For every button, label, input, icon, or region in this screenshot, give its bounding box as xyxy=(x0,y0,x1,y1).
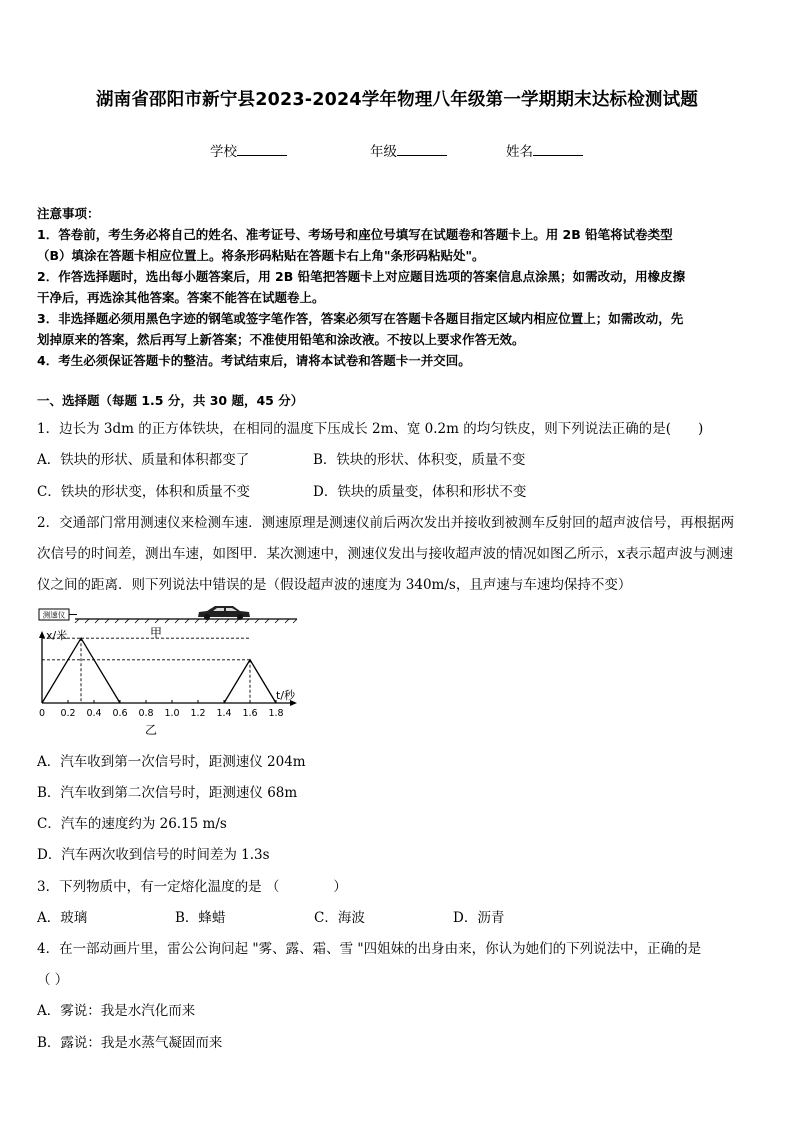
x-axis-label: t/秒 xyxy=(276,689,296,702)
x-tick-label: 0 xyxy=(38,708,46,719)
notice-line: 4．考生必须保证答题卡的整洁。考试结束后，请将本试卷和答题卡一并交回。 xyxy=(37,353,471,368)
q1-stem: 1．边长为 3dm 的正方体铁块，在相同的温度下压成长 2m、宽 0.2m 的均匀铁皮，则下列说法正确的是( ) xyxy=(37,421,704,437)
notice-line: 划掉原来的答案，然后再写上新答案；不准使用铅笔和涂改液。不按以上要求作答无效。 xyxy=(37,332,525,347)
x-tick-label: 1.2 xyxy=(190,708,206,719)
x-tick-label: 1.8 xyxy=(268,708,284,719)
q1-option-a[interactable]: A．铁块的形状、质量和体积都变了 xyxy=(37,452,250,468)
section-heading: 一、选择题（每题 1.5 分，共 30 题，45 分） xyxy=(37,393,304,408)
notice-line: 3．非选择题必须用黑色字迹的钢笔或签字笔作答，答案必须写在答题卡各题目指定区域内相应位置上；如需改动，先 xyxy=(37,311,684,326)
page-title: 湖南省邵阳市新宁县2023-2024学年物理八年级第一学期期末达标检测试题 xyxy=(95,90,699,110)
figure-label-yi: 乙 xyxy=(145,723,158,737)
q2-option-a[interactable]: A．汽车收到第一次信号时，距测速仪 204m xyxy=(37,754,306,770)
notice-line: 干净后，再选涂其他答案。答案不能答在试题卷上。 xyxy=(37,290,325,305)
notice-line: 2．作答选择题时，选出每小题答案后，用 2B 铅笔把答题卡上对应题目选项的答案信息点涂黑；如需改动，用橡皮擦 xyxy=(37,269,686,284)
q3-option-d[interactable]: D．沥青 xyxy=(453,910,505,926)
name-blank[interactable] xyxy=(533,143,583,156)
school-label: 学校 xyxy=(210,144,237,160)
notice-heading: 注意事项： xyxy=(37,206,100,221)
x-tick-label: 1.4 xyxy=(216,708,232,719)
q3-stem: 3．下列物质中，有一定熔化温度的是 （ ） xyxy=(37,879,347,895)
q1-option-c[interactable]: C．铁块的形状变，体积和质量不变 xyxy=(37,484,250,500)
q4-paren: （ ） xyxy=(37,972,69,988)
figure-label-jia: 甲 xyxy=(150,626,163,640)
grade-label: 年级 xyxy=(370,144,397,160)
q2-stem-line: 次信号的时间差，测出车速，如图甲．某次测速中，测速仪发出与接收超声波的情况如图乙所示，x表示超声波与测速 xyxy=(37,546,734,562)
x-tick-label: 0.4 xyxy=(86,708,102,719)
q3-option-a[interactable]: A．玻璃 xyxy=(37,910,88,926)
q4-option-b[interactable]: B．露说：我是水蒸气凝固而来 xyxy=(37,1035,223,1051)
q4-stem: 4．在一部动画片里，雷公公询问起 "雾、露、霜、雪 "四姐妹的出身由来，你认为她们的下列说法中，正确的是 xyxy=(37,941,702,957)
name-field[interactable] xyxy=(506,140,583,160)
x-tick-label: 0.2 xyxy=(60,708,76,719)
q3-option-b[interactable]: B．蜂蜡 xyxy=(175,910,226,926)
q2-option-d[interactable]: D．汽车两次收到信号的时间差为 1.3s xyxy=(37,847,270,863)
notice-line: （B）填涂在答题卡相应位置上。将条形码粘贴在答题卡右上角"条形码粘贴处"。 xyxy=(37,248,485,263)
q1-option-b[interactable]: B．铁块的形状、体积变，质量不变 xyxy=(313,452,526,468)
q4-option-a[interactable]: A．雾说：我是水汽化而来 xyxy=(37,1003,196,1019)
q2-option-c[interactable]: C．汽车的速度约为 26.15 m/s xyxy=(37,816,227,832)
x-tick-label: 0.8 xyxy=(138,708,154,719)
notice-line: 1．答卷前，考生务必将自己的姓名、准考证号、考场号和座位号填写在试题卷和答题卡上。用 2B 铅笔将试卷类型 xyxy=(37,227,673,242)
y-axis-label: x/米 xyxy=(46,629,68,642)
y-axis-arrow xyxy=(39,631,45,638)
car-icon xyxy=(198,606,250,620)
q1-option-d[interactable]: D．铁块的质量变，体积和形状不变 xyxy=(313,484,527,500)
chart-plot xyxy=(39,628,297,737)
device-label: 测速仪 xyxy=(42,610,66,620)
q2-option-b[interactable]: B．汽车收到第二次信号时，距测速仪 68m xyxy=(37,785,298,801)
name-label: 姓名 xyxy=(506,144,533,160)
grade-field[interactable] xyxy=(370,140,447,160)
q2-stem-line: 2．交通部门常用测速仪来检测车速．测速原理是测速仪前后两次发出并接收到被测车反射回的超声波信号，再根据两 xyxy=(37,515,735,531)
x-tick-label: 0.6 xyxy=(112,708,128,719)
grade-blank[interactable] xyxy=(397,143,447,156)
x-tick-label: 1.6 xyxy=(242,708,258,719)
school-blank[interactable] xyxy=(237,143,287,156)
x-tick-label: 1.0 xyxy=(164,708,180,719)
q2-figure xyxy=(35,600,305,740)
q3-option-c[interactable]: C．海波 xyxy=(314,910,365,926)
q2-stem-line: 仪之间的距离．则下列说法中错误的是（假设超声波的速度为 340m/s，且声速与车速均保持不变） xyxy=(37,577,632,593)
school-field[interactable] xyxy=(210,140,287,160)
